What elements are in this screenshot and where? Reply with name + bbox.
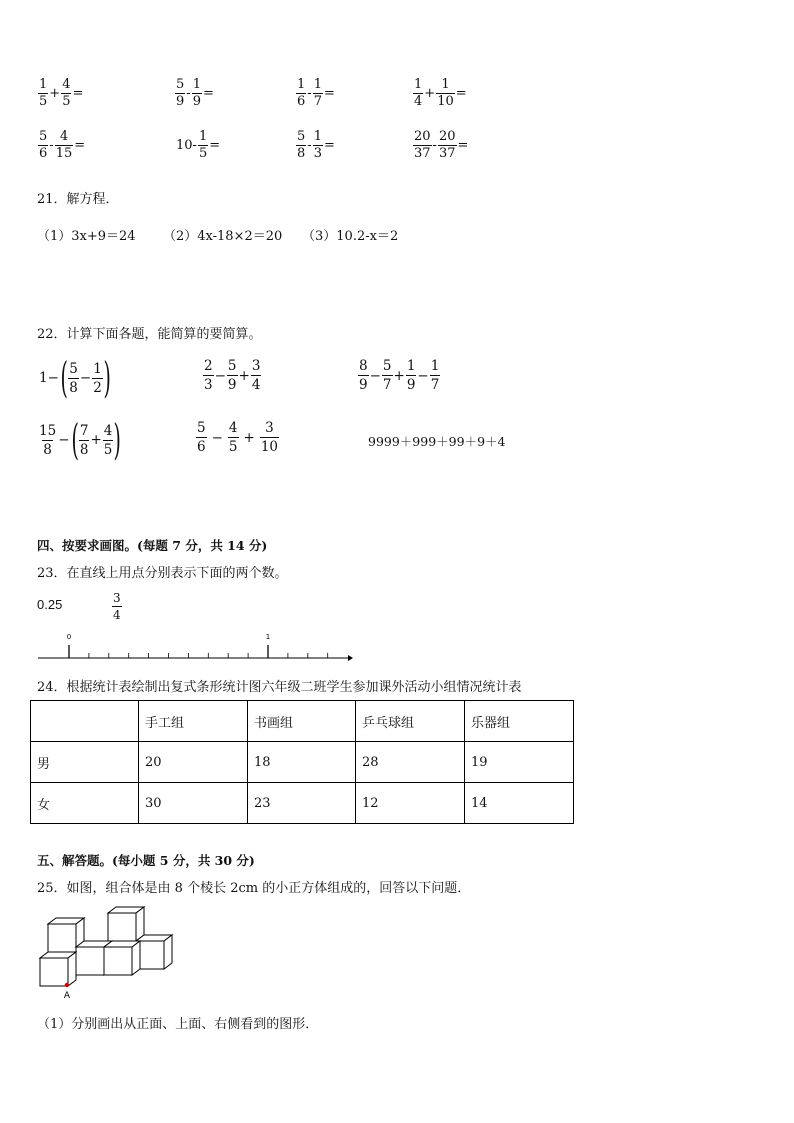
calc-expression-2: 2 3 − $\frac{5}{9}$ + $\frac{3}{4}$ xyxy=(204,358,261,393)
point-a-marker xyxy=(65,983,69,987)
table-cell xyxy=(31,701,139,742)
table-cell: 乒乓球组 xyxy=(356,701,465,742)
table-cell: 30 xyxy=(139,783,248,824)
cube xyxy=(136,935,172,969)
number-line-arrow xyxy=(348,655,353,661)
table-cell: 19 xyxy=(465,742,574,783)
calc-expression-4: 15 8 − ( 7 8 + $\frac{4}{5}$ ) xyxy=(39,415,122,464)
number-0-25: 0.25 xyxy=(37,597,63,612)
question-24-title: 24．根据统计表绘制出复式条形统计图六年级二班学生参加课外活动小组情况统计表 xyxy=(37,680,522,695)
equation-3: （3）10.2-x＝2 xyxy=(302,229,399,244)
cube xyxy=(104,941,140,975)
tick-label-1: 1 xyxy=(265,633,271,641)
equation-2: （2）4x-18×2＝20 xyxy=(163,229,283,244)
table-cell: 手工组 xyxy=(139,701,248,742)
number-line xyxy=(30,628,360,668)
table-row xyxy=(31,742,574,783)
point-a-label: A xyxy=(63,991,71,1000)
calc-expression-3: 8 9 − $\frac{5}{7}$ + $\frac{1}{9}$ − $\frac{1}{7}$ xyxy=(359,358,440,393)
section-5-title: 五、解答题。(每小题 5 分，共 30 分) xyxy=(37,853,255,868)
question-25-part-1: （1）分别画出从正面、上面、右侧看到的图形． xyxy=(37,1017,319,1032)
table-cell: 18 xyxy=(248,742,356,783)
oral-problem: 1 4 + $\frac{1}{10}$ = xyxy=(414,77,467,109)
tick-label-0: 0 xyxy=(66,633,72,641)
number-three-quarters: 3 4 xyxy=(113,591,121,622)
oral-problem: 1 5 + $\frac{4}{5}$ = xyxy=(39,77,84,109)
table-cell: 女 xyxy=(31,783,139,824)
question-21-title: 21．解方程． xyxy=(37,192,119,207)
section-4-title: 四、按要求画图。(每题 7 分，共 14 分) xyxy=(37,538,268,553)
cube xyxy=(108,907,144,941)
oral-problem: 20 37 - $\frac{20}{37}$ = xyxy=(414,129,469,161)
table-cell: 乐器组 xyxy=(465,701,574,742)
oral-problem: 5 8 - $\frac{1}{3}$ = xyxy=(297,129,335,161)
table-cell: 28 xyxy=(356,742,465,783)
calc-expression-1: 1− ( 5 8 − $\frac{1}{2}$ ) xyxy=(39,353,111,402)
statistics-table xyxy=(30,700,574,824)
calc-expression-6: 9999＋999＋99＋9＋4 xyxy=(368,434,506,449)
cube xyxy=(40,952,76,986)
table-cell: 12 xyxy=(356,783,465,824)
table-cell: 20 xyxy=(139,742,248,783)
oral-problem: 5 6 - $\frac{4}{15}$ = xyxy=(39,129,86,161)
calc-expression-5: 5 6 − $\frac{4}{5}$ + $\frac{3}{10}$ xyxy=(197,420,278,455)
table-row xyxy=(31,783,574,824)
question-25-title: 25．如图，组合体是由 8 个棱长 2cm 的小正方体组成的，回答以下问题． xyxy=(37,881,471,896)
question-23-title: 23．在直线上用点分别表示下面的两个数。 xyxy=(37,566,288,581)
oral-problem: 1 6 - $\frac{1}{7}$ = xyxy=(297,77,335,109)
table-cell: 23 xyxy=(248,783,356,824)
table-cell: 14 xyxy=(465,783,574,824)
equation-1: （1）3x+9＝24 xyxy=(37,229,136,244)
cube-figure xyxy=(34,905,179,1000)
oral-problem: 10- $\frac{1}{5}$ = xyxy=(176,129,221,161)
oral-problem: 5 9 - $\frac{1}{9}$ = xyxy=(176,77,214,109)
table-header-row xyxy=(31,701,574,742)
table-cell: 男 xyxy=(31,742,139,783)
table-cell: 书画组 xyxy=(248,701,356,742)
question-22-title: 22．计算下面各题，能简算的要简算。 xyxy=(37,327,262,342)
